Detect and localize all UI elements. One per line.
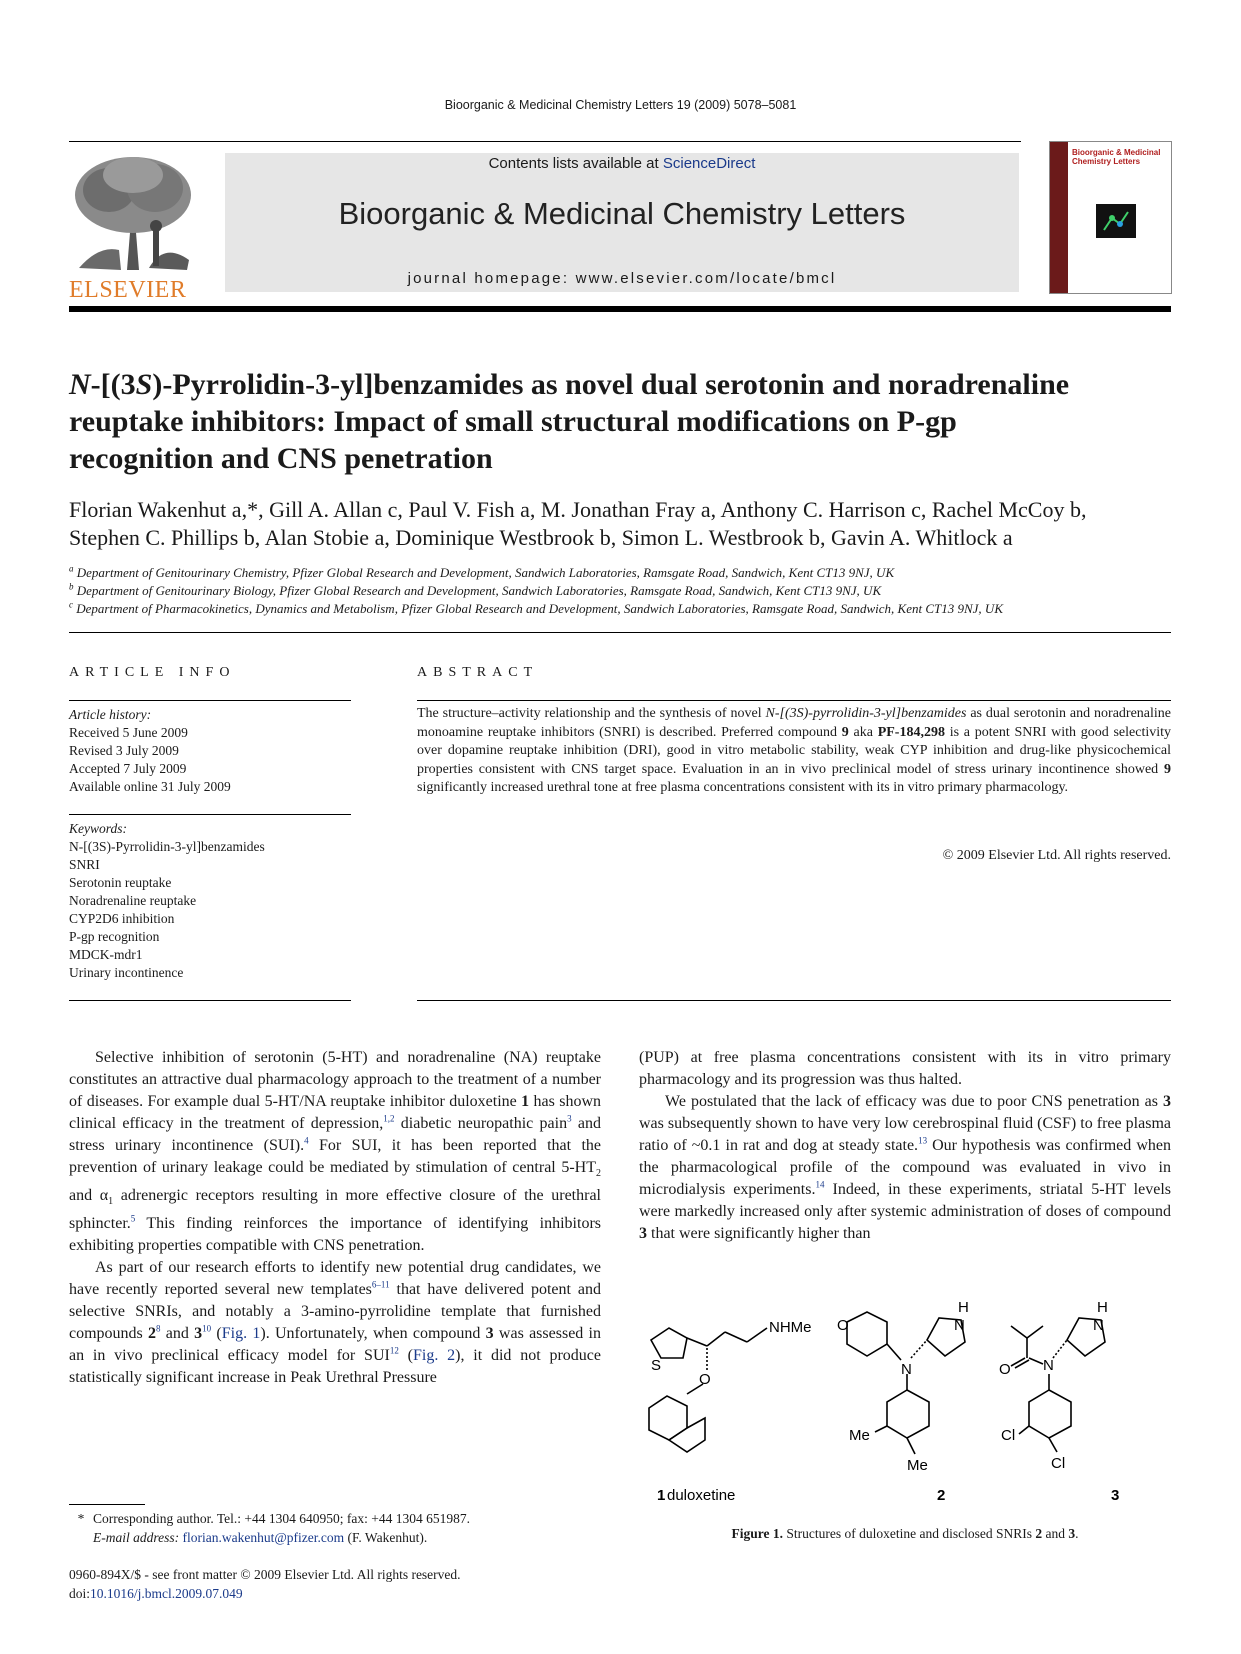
abstract-part: as dual serotonin and noradrenaline monoamine reuptake inhibitors (SNRI) is described. Preferred compound xyxy=(417,706,1172,740)
keyword: SNRI xyxy=(69,857,100,872)
subscript: 2 xyxy=(596,1168,601,1180)
atom-n: N xyxy=(1043,1357,1054,1374)
authors-line-1: Florian Wakenhut a,*, Gill A. Allan c, Paul V. Fish a, M. Jonathan Fray a, Anthony C. Harrison c, Rachel McCoy b, xyxy=(69,497,1087,522)
abstract-heading: ABSTRACT xyxy=(417,665,539,680)
abstract-part: aka xyxy=(848,724,878,740)
atom-h: H xyxy=(1097,1302,1108,1316)
history-revised: Revised 3 July 2009 xyxy=(69,743,179,758)
label-duloxetine: duloxetine xyxy=(667,1487,736,1502)
authors xyxy=(69,496,1179,552)
affiliation-sup: b xyxy=(69,581,74,592)
star-marker: * xyxy=(77,1511,85,1526)
citation-link[interactable]: 4 xyxy=(304,1135,309,1146)
affiliation-b xyxy=(69,582,1179,600)
article-info-rule-2 xyxy=(69,814,351,815)
text: that were significantly higher than xyxy=(647,1225,871,1242)
atom-cl: Cl xyxy=(1001,1427,1016,1444)
figure-1 xyxy=(639,1302,1171,1532)
citation-link[interactable]: 3 xyxy=(567,1113,572,1124)
history-accepted: Accepted 7 July 2009 xyxy=(69,761,187,776)
text: ( xyxy=(398,1347,413,1365)
text: ), it did not produce statistically significant increase in Peak Urethral Pressure xyxy=(69,1347,602,1387)
atom-n: N xyxy=(1093,1317,1104,1334)
structure-compound-2 xyxy=(837,1302,969,1474)
text: ( xyxy=(211,1325,222,1343)
article-info-rule-1 xyxy=(69,700,351,701)
abstract-rule-2 xyxy=(417,1000,1171,1001)
history-online: Available online 31 July 2009 xyxy=(69,779,231,794)
keywords-label: Keywords: xyxy=(69,821,127,836)
text: As part of our research efforts to identify new potential drug candidates, we have recently reported several new templates xyxy=(69,1259,601,1299)
figure-1-link[interactable]: Fig. 1 xyxy=(221,1325,261,1343)
paragraph-3: (PUP) at free plasma concentrations consistent with its in vitro primary pharmacology and its progression was thus halted. xyxy=(639,1049,1171,1088)
keyword: Noradrenaline reuptake xyxy=(69,893,197,908)
keyword: Serotonin reuptake xyxy=(69,875,172,890)
label-compound-3: 3 xyxy=(1111,1487,1120,1502)
footnote-rule xyxy=(69,1504,145,1505)
journal-homepage[interactable]: journal homepage: www.elsevier.com/locate/bmcl xyxy=(407,270,837,287)
citation-link[interactable]: 13 xyxy=(918,1135,928,1146)
citation-link[interactable]: 10 xyxy=(202,1324,212,1335)
keywords xyxy=(69,820,265,982)
sciencedirect-link[interactable]: ScienceDirect xyxy=(662,155,756,172)
atom-o: O xyxy=(837,1317,849,1334)
compound-pf: PF-184,298 xyxy=(877,724,945,740)
text: For SUI, it has been reported that the prevention of urinary leakage could be mediated by stimulation of central 5-HT xyxy=(69,1137,601,1176)
paragraph-4 xyxy=(639,1091,1171,1245)
atom-o: O xyxy=(699,1371,711,1388)
running-head: Bioorganic & Medicinal Chemistry Letters 19 (2009) 5078–5081 xyxy=(444,98,797,112)
atom-n: N xyxy=(954,1317,965,1334)
affiliations xyxy=(69,564,1179,618)
structure-duloxetine xyxy=(649,1319,812,1452)
caption-compound: 2 xyxy=(1035,1526,1043,1541)
keyword: N-[(3S)-Pyrrolidin-3-yl]benzamides xyxy=(69,839,265,854)
molecule-icon xyxy=(1096,204,1136,238)
abstract-copyright: © 2009 Elsevier Ltd. All rights reserved. xyxy=(942,848,1171,863)
citation-link[interactable]: 12 xyxy=(389,1346,399,1357)
affiliation-sup: a xyxy=(69,563,74,574)
text: was assessed in an in vivo preclinical efficacy model for SUI xyxy=(69,1325,601,1365)
keyword: Urinary incontinence xyxy=(69,965,184,980)
compound-ref: 3 xyxy=(1163,1093,1171,1110)
atom-o: O xyxy=(999,1361,1011,1378)
cover-image xyxy=(1096,204,1136,238)
header-rule-top xyxy=(69,141,1021,142)
cover-title xyxy=(1072,148,1160,166)
issn-line: 0960-894X/$ - see front matter © 2009 Elsevier Ltd. All rights reserved. xyxy=(69,1567,461,1582)
text: and α xyxy=(69,1187,109,1205)
title-part: )-Pyrrolidin-3-yl]benzamides as novel dual serotonin and noradrenaline xyxy=(152,368,1070,401)
affiliation-sup: c xyxy=(69,599,73,610)
caption-label: Figure 1. xyxy=(731,1526,784,1541)
affiliation-text: Department of Pharmacokinetics, Dynamics and Metabolism, Pfizer Global Research and Development, Sandwich Laboratories, Ramsgate Road, Sandwich, Kent CT13 9NJ, UK xyxy=(76,601,1003,616)
text: We postulated that the lack of efficacy was due to poor CNS penetration as xyxy=(665,1093,1163,1110)
elsevier-wordmark: ELSEVIER xyxy=(69,277,187,303)
title-line-2: reuptake inhibitors: Impact of small structural modifications on P-gp xyxy=(69,405,957,438)
keyword: P-gp recognition xyxy=(69,929,160,944)
figure-1-caption xyxy=(639,1526,1171,1542)
article-history xyxy=(69,706,231,796)
doi-line xyxy=(69,1584,629,1603)
article-info-rule-3 xyxy=(69,1000,351,1001)
abstract-rule-1 xyxy=(417,700,1171,701)
caption-text: Structures of duloxetine and disclosed SNRIs xyxy=(783,1526,1036,1541)
text: ). Unfortunately, when compound xyxy=(260,1325,486,1343)
compound-ref: 3 xyxy=(485,1325,494,1343)
cover-title-line1: Bioorganic & Medicinal xyxy=(1072,148,1161,157)
figure-2-link[interactable]: Fig. 2 xyxy=(412,1347,456,1365)
paragraph-2 xyxy=(69,1257,601,1389)
chemical-structures-diagram xyxy=(639,1302,1171,1502)
atom-cl: Cl xyxy=(1051,1455,1066,1472)
footnote-issn xyxy=(69,1565,629,1603)
atom-n: N xyxy=(901,1361,912,1378)
title-part: -[(3 xyxy=(90,368,136,401)
abstract-part: N-[(3S)-pyrrolidin-3-yl]benzamides xyxy=(765,706,967,721)
abstract-part: is a potent SNRI with good selectivity over dopamine reuptake inhibition (DRI), good in vitro metabolic stability, weak CYP inhibition and drug-like physicochemical properties consistent with CNS target space. Evaluation in an in vivo preclinical model of stress urinary incontinence showed xyxy=(417,724,1172,777)
keyword: MDCK-mdr1 xyxy=(69,947,143,962)
header-rule-thick xyxy=(69,306,1171,312)
keyword: CYP2D6 inhibition xyxy=(69,911,175,926)
body-column-left xyxy=(69,1047,601,1389)
abstract-part: significantly increased urethral tone at free plasma concentrations consistent with its in vitro primary pharmacology. xyxy=(417,780,1069,796)
citation-link[interactable]: 14 xyxy=(815,1179,825,1190)
title-line-3: recognition and CNS penetration xyxy=(69,442,493,475)
email-link[interactable]: florian.wakenhut@pfizer.com xyxy=(182,1530,345,1545)
affiliations-rule xyxy=(69,632,1171,633)
elsevier-logo xyxy=(69,150,197,303)
atom-me: Me xyxy=(849,1427,870,1444)
citation-link[interactable]: 8 xyxy=(156,1324,161,1335)
text: diabetic neuropathic pain xyxy=(394,1115,568,1132)
contents-prefix: Contents lists available at xyxy=(488,155,663,172)
contents-line xyxy=(225,155,1019,172)
cover-title-line2: Chemistry Letters xyxy=(1072,157,1141,166)
history-received: Received 5 June 2009 xyxy=(69,725,188,740)
label-compound-1: 1 xyxy=(657,1487,666,1502)
journal-cover xyxy=(1049,141,1172,294)
text: Our hypothesis was confirmed when the pharmacological profile of the compound was evaluated in vivo in microdialysis experiments. xyxy=(639,1137,1172,1198)
caption-text: and xyxy=(1042,1526,1069,1541)
email-label: E-mail address: xyxy=(93,1530,183,1545)
journal-banner xyxy=(225,153,1019,292)
text: has shown clinical efficacy in the treatment of depression, xyxy=(69,1093,602,1132)
title-line-1 xyxy=(69,366,1179,403)
paragraph-1 xyxy=(69,1047,601,1257)
compound-ref: 3 xyxy=(639,1225,647,1242)
article-info-heading: ARTICLE INFO xyxy=(69,665,236,680)
citation-link[interactable]: 6–11 xyxy=(371,1280,390,1291)
email-tail: (F. Wakenhut). xyxy=(344,1530,428,1545)
caption-text: . xyxy=(1075,1526,1079,1541)
abstract-part: The structure–activity relationship and the synthesis of novel xyxy=(417,706,766,721)
elsevier-tree-icon xyxy=(69,150,197,275)
authors-line-2: Stephen C. Phillips b, Alan Stobie a, Dominique Westbrook b, Simon L. Westbrook b, Gavin A. Whitlock a xyxy=(69,525,1013,550)
compound-9: 9 xyxy=(841,724,849,740)
text: This finding reinforces the importance of identifying inhibitors exhibiting properties compatible with CNS penetration. xyxy=(69,1215,601,1255)
history-label: Article history: xyxy=(69,707,152,722)
compound-ref: 1 xyxy=(521,1093,530,1110)
email-line xyxy=(69,1528,629,1547)
cover-spine xyxy=(1050,142,1068,293)
text: was subsequently shown to have very low cerebrospinal fluid (CSF) to free plasma ratio of ~0.1 in rat and dog at steady state. xyxy=(639,1115,1171,1154)
citation-link[interactable]: 5 xyxy=(130,1214,136,1225)
citation-link[interactable]: 1,2 xyxy=(383,1113,395,1124)
compound-9: 9 xyxy=(1164,761,1171,777)
title-italic-n: N xyxy=(69,368,91,401)
corresponding-text: Corresponding author. Tel.: +44 1304 640950; fax: +44 1304 651987. xyxy=(93,1511,471,1526)
text: adrenergic receptors resulting in more effective closure of the urethral sphincter. xyxy=(69,1187,602,1233)
atom-me: Me xyxy=(907,1457,928,1474)
affiliation-a xyxy=(69,564,1179,582)
journal-title: Bioorganic & Medicinal Chemistry Letters xyxy=(338,196,906,231)
corresponding-author xyxy=(69,1509,629,1528)
caption-compound: 3 xyxy=(1068,1526,1076,1541)
affiliation-text: Department of Genitourinary Biology, Pfizer Global Research and Development, Sandwich Laboratories, Ramsgate Road, Sandwich, Kent CT13 9NJ, UK xyxy=(76,583,882,598)
atom-h: H xyxy=(958,1302,969,1316)
text: Selective inhibition of serotonin (5-HT) and noradrenaline (NA) reuptake constitutes an attractive dual pharmacology approach to the treatment of a number of diseases. For example dual 5-HT/NA reuptake inhibitor duloxetine xyxy=(69,1049,601,1110)
doi-label: doi: xyxy=(69,1586,91,1601)
text: and xyxy=(160,1325,195,1343)
atom-s: S xyxy=(651,1357,662,1374)
text: and stress urinary incontinence (SUI). xyxy=(69,1115,602,1154)
subscript: 1 xyxy=(108,1196,114,1208)
affiliation-text: Department of Genitourinary Chemistry, Pfizer Global Research and Development, Sandwich Laboratories, Ramsgate Road, Sandwich, Kent CT13 9NJ, UK xyxy=(76,565,895,580)
compound-ref: 3 xyxy=(194,1325,203,1343)
doi-link[interactable]: 10.1016/j.bmcl.2009.07.049 xyxy=(90,1586,243,1601)
compound-ref: 2 xyxy=(148,1325,157,1343)
article-title xyxy=(69,366,1179,477)
atom-nhme: NHMe xyxy=(769,1319,812,1336)
body-column-right xyxy=(639,1047,1171,1245)
footnote-corresponding xyxy=(69,1509,629,1547)
text: that have delivered potent and selective SNRIs, and notably a 3-amino-pyrrolidine template that furnished compounds xyxy=(69,1281,601,1343)
abstract-text xyxy=(417,705,1171,798)
structure-compound-3 xyxy=(999,1302,1108,1472)
title-italic-s: S xyxy=(135,368,153,401)
affiliation-c xyxy=(69,600,1179,618)
text: Indeed, in these experiments, striatal 5-HT levels were markedly increased only after systemic administration of doses of compound xyxy=(639,1181,1171,1220)
label-compound-2: 2 xyxy=(937,1487,946,1502)
